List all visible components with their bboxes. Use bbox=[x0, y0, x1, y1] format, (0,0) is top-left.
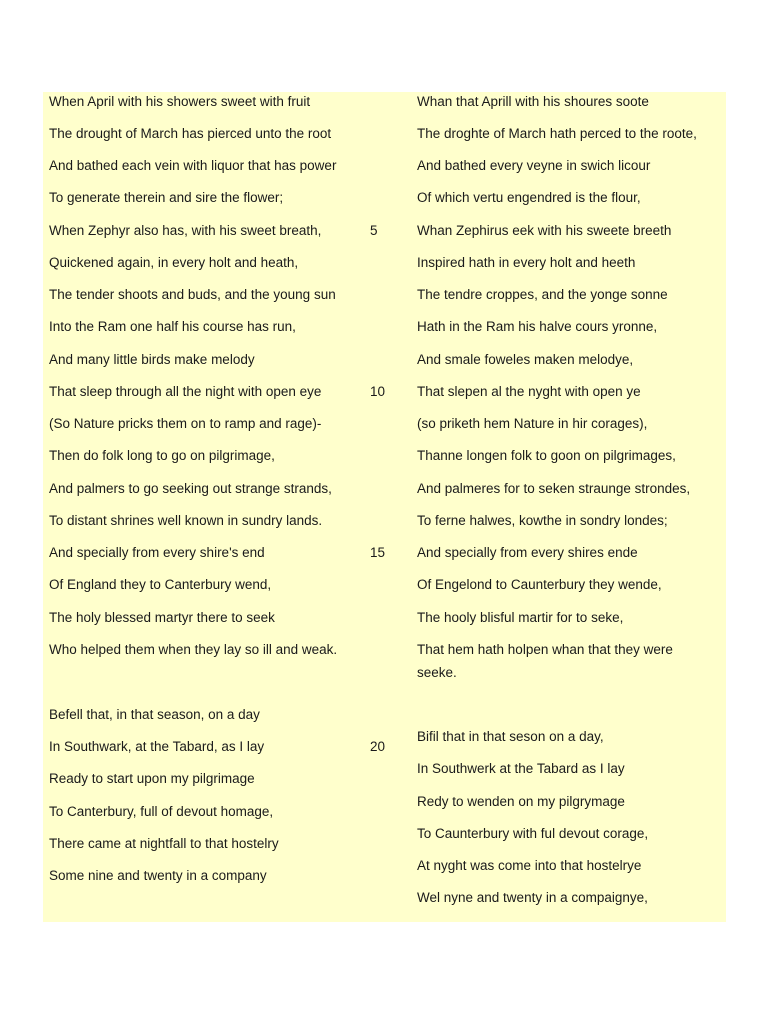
middle-english-line-8: Hath in the Ram his halve cours yronne, bbox=[417, 319, 658, 334]
line-number-5: 5 bbox=[370, 223, 378, 238]
middle-english-line-24: Wel nyne and twenty in a compaignye, bbox=[417, 890, 648, 905]
middle-english-line-18-cont: seeke. bbox=[417, 665, 457, 680]
middle-english-line-17: The hooly blisful martir for to seke, bbox=[417, 610, 624, 625]
middle-english-line-10: That slepen al the nyght with open ye bbox=[417, 384, 641, 399]
middle-english-line-9: And smale foweles maken melodye, bbox=[417, 352, 634, 367]
modern-line-20: In Southwark, at the Tabard, as I lay bbox=[49, 739, 265, 754]
modern-line-11: (So Nature pricks them on to ramp and rage)- bbox=[49, 416, 322, 431]
modern-line-6: Quickened again, in every holt and heath, bbox=[49, 255, 299, 270]
middle-english-line-15: And specially from every shires ende bbox=[417, 545, 638, 560]
modern-line-18: Who helped them when they lay so ill and weak. bbox=[49, 642, 338, 657]
middle-english-line-6: Inspired hath in every holt and heeth bbox=[417, 255, 636, 270]
modern-line-21: Ready to start upon my pilgrimage bbox=[49, 771, 255, 786]
line-number-10: 10 bbox=[370, 384, 386, 399]
modern-line-10: That sleep through all the night with open eye bbox=[49, 384, 322, 399]
modern-line-1: When April with his showers sweet with fruit bbox=[49, 94, 311, 109]
middle-english-line-5: Whan Zephirus eek with his sweete breeth bbox=[417, 223, 672, 238]
middle-english-line-12: Thanne longen folk to goon on pilgrimages, bbox=[417, 448, 676, 463]
middle-english-line-16: Of Engelond to Caunterbury they wende, bbox=[417, 577, 662, 592]
line-number-15: 15 bbox=[370, 545, 386, 560]
modern-line-12: Then do folk long to go on pilgrimage, bbox=[49, 448, 275, 463]
modern-line-4: To generate therein and sire the flower; bbox=[49, 190, 284, 205]
modern-line-22: To Canterbury, full of devout homage, bbox=[49, 804, 274, 819]
middle-english-line-7: The tendre croppes, and the yonge sonne bbox=[417, 287, 668, 302]
modern-line-8: Into the Ram one half his course has run, bbox=[49, 319, 296, 334]
modern-line-7: The tender shoots and buds, and the young sun bbox=[49, 287, 336, 302]
middle-english-line-23: At nyght was come into that hostelrye bbox=[417, 858, 642, 873]
middle-english-line-21: Redy to wenden on my pilgrymage bbox=[417, 794, 625, 809]
middle-english-line-4: Of which vertu engendred is the flour, bbox=[417, 190, 641, 205]
modern-line-15: And specially from every shire's end bbox=[49, 545, 265, 560]
modern-line-17: The holy blessed martyr there to seek bbox=[49, 610, 275, 625]
middle-english-line-13: And palmeres for to seken straunge strondes, bbox=[417, 481, 691, 496]
modern-line-9: And many little birds make melody bbox=[49, 352, 255, 367]
middle-english-line-18: That hem hath holpen whan that they were bbox=[417, 642, 673, 657]
middle-english-line-1: Whan that Aprill with his shoures soote bbox=[417, 94, 649, 109]
modern-line-13: And palmers to go seeking out strange strands, bbox=[49, 481, 332, 496]
middle-english-line-22: To Caunterbury with ful devout corage, bbox=[417, 826, 649, 841]
middle-english-line-2: The droghte of March hath perced to the roote, bbox=[417, 126, 697, 141]
line-number-20: 20 bbox=[370, 739, 386, 754]
middle-english-line-19: Bifil that in that seson on a day, bbox=[417, 729, 604, 744]
modern-line-3: And bathed each vein with liquor that has power bbox=[49, 158, 337, 173]
middle-english-line-3: And bathed every veyne in swich licour bbox=[417, 158, 651, 173]
middle-english-line-11: (so priketh hem Nature in hir corages), bbox=[417, 416, 648, 431]
modern-line-23: There came at nightfall to that hostelry bbox=[49, 836, 279, 851]
modern-line-19: Befell that, in that season, on a day bbox=[49, 707, 260, 722]
modern-line-2: The drought of March has pierced unto the root bbox=[49, 126, 332, 141]
modern-line-5: When Zephyr also has, with his sweet breath, bbox=[49, 223, 322, 238]
modern-line-14: To distant shrines well known in sundry lands. bbox=[49, 513, 323, 528]
modern-line-24: Some nine and twenty in a company bbox=[49, 868, 267, 883]
middle-english-line-20: In Southwerk at the Tabard as I lay bbox=[417, 761, 625, 776]
modern-line-16: Of England they to Canterbury wend, bbox=[49, 577, 272, 592]
middle-english-line-14: To ferne halwes, kowthe in sondry londes; bbox=[417, 513, 668, 528]
